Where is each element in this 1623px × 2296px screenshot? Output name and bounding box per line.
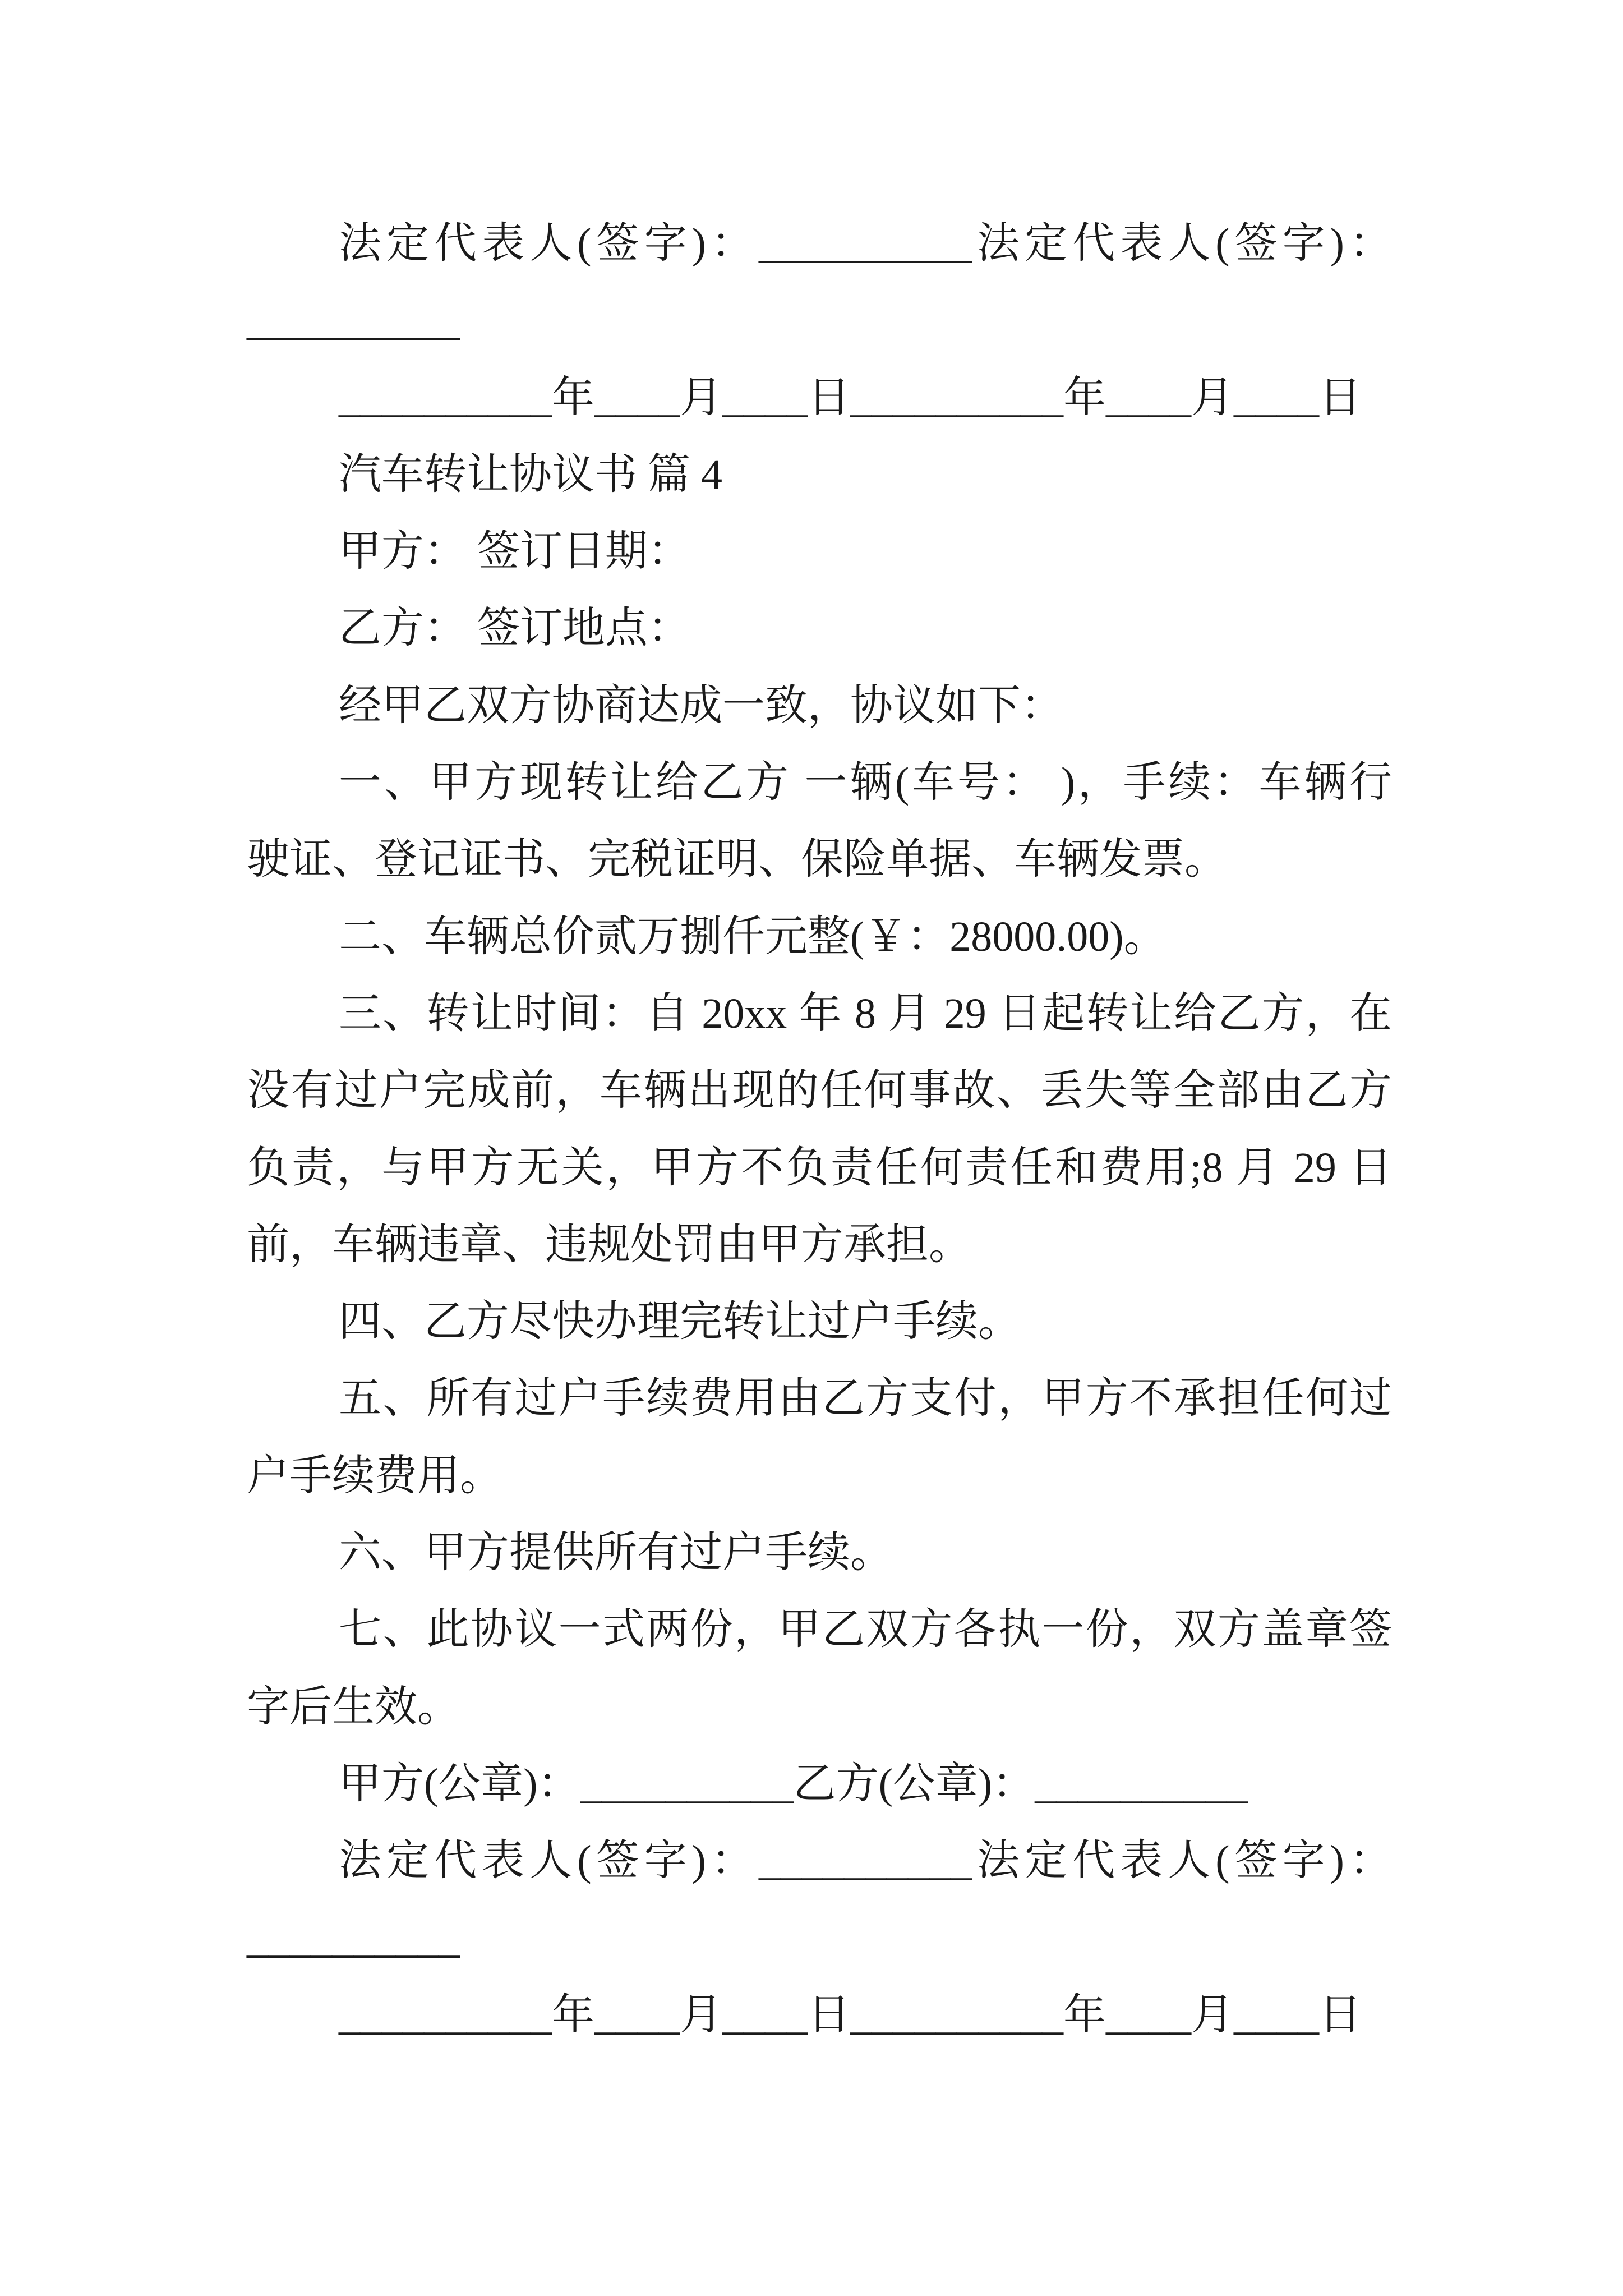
clause-1-line-2: 驶证、登记证书、完税证明、保险单据、车辆发票。 [247, 836, 1227, 884]
agreement-section [0, 436, 1623, 2054]
clause-5-line-1: 五、所有过户手续费用由乙方支付，甲方不承担任何过 [339, 1375, 1392, 1423]
clause-5 [0, 1360, 1623, 1515]
clause-6 [0, 1515, 1623, 1591]
agreement-preamble: 经甲乙双方协商达成一致，协议如下： [339, 682, 1063, 729]
party-a-line: 甲方： 签订日期： [339, 528, 690, 576]
clause-2-line-1: 二、车辆总价贰万捌仟元整(￥：28000.00)。 [339, 913, 1166, 960]
party-b-line: 乙方： 签订地点： [339, 605, 690, 652]
seal-line: 甲方(公章)：__________乙方(公章)：__________ [339, 1760, 1248, 1807]
clause-7-line-1: 七、此协议一式两份，甲乙双方各执一份，双方盖章签 [339, 1606, 1392, 1654]
clause-3 [0, 976, 1623, 1283]
agreement-title: 汽车转让协议书 篇 4 [339, 450, 722, 498]
clause-7-line-2: 字后生效。 [247, 1683, 460, 1731]
clause-1-line-1: 一、甲方现转让给乙方 一辆(车号： )，手续：车辆行 [339, 759, 1392, 807]
clause-1 [0, 744, 1623, 899]
clause-4-line-1: 四、乙方尽快办理完转让过户手续。 [339, 1298, 1021, 1346]
clause-3-line-1: 三、转让时间：自 20xx 年 8 月 29 日起转让给乙方，在 [339, 990, 1392, 1037]
clause-4 [0, 1283, 1623, 1360]
clause-3-line-4: 前，车辆违章、违规处罚由甲方承担。 [247, 1221, 971, 1268]
clause-3-line-3: 负责，与甲方无关，甲方不负责任何责任和费用;8 月 29 日 [247, 1144, 1392, 1191]
clause-2 [0, 899, 1623, 976]
prev-representative-signature-blank: __________ [247, 297, 460, 344]
clause-7 [0, 1591, 1623, 1746]
document-page [0, 205, 1623, 2054]
previous-signature-block [0, 205, 1623, 436]
prev-representative-signature-line: 法定代表人(签字)：__________法定代表人(签字)： [339, 220, 1392, 267]
clause-3-line-2: 没有过户完成前，车辆出现的任何事故、丢失等全部由乙方 [247, 1067, 1392, 1115]
signature-date-line: __________年____月____日__________年____月____日 [339, 1991, 1362, 2039]
agreement-signature-block [0, 1746, 1623, 2054]
representative-signature-line: 法定代表人(签字)：__________法定代表人(签字)： [339, 1837, 1392, 1885]
prev-signature-date-line: __________年____月____日__________年____月____日 [339, 374, 1362, 421]
clause-5-line-2: 户手续费用。 [247, 1452, 502, 1499]
clause-6-line-1: 六、甲方提供所有过户手续。 [339, 1529, 893, 1577]
representative-signature-blank: __________ [247, 1914, 460, 1962]
